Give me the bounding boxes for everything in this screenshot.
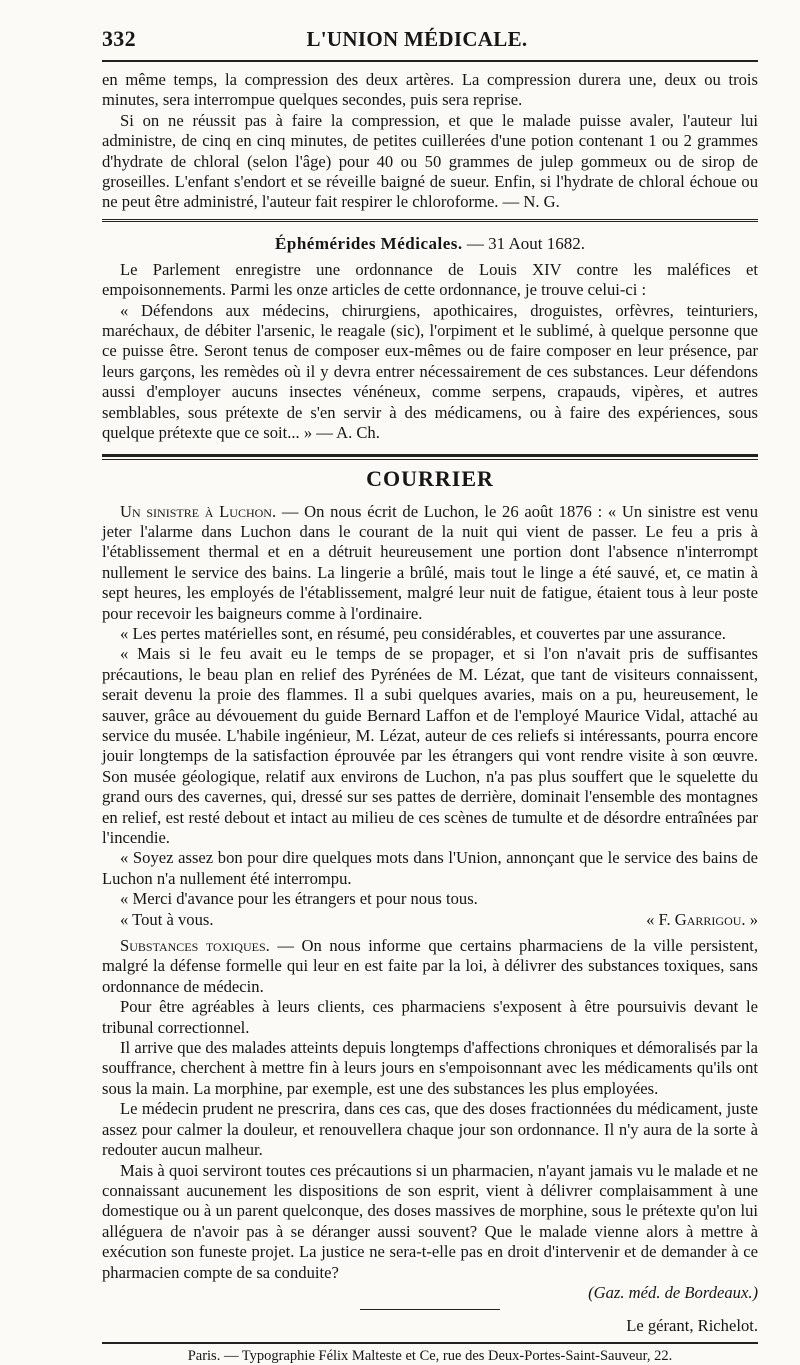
toxiques-lead-in: Substances toxiques. bbox=[120, 936, 270, 956]
luchon-closing-left: « Tout à vous. bbox=[120, 909, 214, 929]
toxiques-paragraph-1 bbox=[102, 936, 758, 997]
ephemerides-date: — 31 Aout 1682. bbox=[466, 233, 585, 253]
manager-signature: Le gérant, Richelot. bbox=[626, 1316, 758, 1336]
closing-rule bbox=[360, 1309, 500, 1310]
toxiques-paragraph-2: Pour être agréables à leurs clients, ces pharmaciens s'exposent à être poursuivis devant le tribunal correctionnel. bbox=[102, 997, 758, 1037]
footer-rule bbox=[102, 1342, 758, 1344]
page-number: 332 bbox=[102, 26, 136, 51]
luchon-lead-in: Un sinistre à Luchon. bbox=[120, 501, 277, 521]
luchon-paragraph-5: « Merci d'avance pour les étrangers et pour nous tous. bbox=[120, 889, 478, 909]
intro-paragraph-1: en même temps, la compression des deux artères. La compression durera une, deux ou trois minutes, sera interrompue quelques secondes, puis sera reprise. bbox=[102, 70, 758, 110]
luchon-paragraph-4: « Soyez assez bon pour dire quelques mots dans l'Union, annonçant que le service des bains de Luchon n'a nullement été interrompu. bbox=[102, 848, 758, 888]
printer-imprint: Paris. — Typographie Félix Malteste et Ce, rue des Deux-Portes-Saint-Sauveur, 22. bbox=[187, 1348, 673, 1365]
luchon-text-1: — On nous écrit de Luchon, le 26 août 1876 : « Un sinistre est venu jeter l'alarme dans Luchon dans le courant de la nuit qui vient de passer. Le feu a pris à l'établissement thermal et en a détruit heureusement une portion dont l'absence n'interrompt nullement le service des bains. La lingerie a brûlé, mais tout le linge a été sauvé, et, ce matin à sept heures, les employés de l'établissement, malgré leur nuit de fatigue, étaient tous à leur poste pour recevoir les baigneurs comme à l'ordinaire. bbox=[102, 501, 758, 623]
toxiques-paragraph-3: Il arrive que des malades atteints depuis longtemps d'affections chroniques et démoralisés par la souffrance, cherchent à mettre fin à leurs jours en s'empoisonnant avec les médicaments qu'ils ont sous la main. La morphine, par exemple, est une des substances les plus employées. bbox=[102, 1038, 758, 1098]
section-divider bbox=[102, 219, 758, 226]
luchon-paragraph-1 bbox=[102, 502, 758, 624]
toxiques-citation: (Gaz. méd. de Bordeaux.) bbox=[588, 1282, 758, 1302]
luchon-closing bbox=[102, 910, 758, 930]
ephemerides-heading bbox=[102, 234, 758, 254]
toxiques-paragraph-5: Mais à quoi serviront toutes ces précautions si un pharmacien, n'ayant jamais vu le malade et ne connaissant aucunement les dispositions de son esprit, vient à délivrer complaisamment à une domestique ou à un parent quelconque, des doses massives de morphine, sous le prétexte qu'on lui alléguera de n'avoir pas à se déranger aussi souvent? Que le malade vienne alors à mettre à exécution son funeste projet. La justice ne sera-t-elle pas en droit d'intervenir et de demander à ce pharmacien compte de sa conduite? bbox=[102, 1160, 758, 1282]
toxiques-paragraph-4: Le médecin prudent ne prescrira, dans ces cas, que des doses fractionnées du médicament, juste assez pour calmer la douleur, et renouvellera chaque jour son ordonnance. Il n'y aura de la sorte à redouter aucun malheur. bbox=[102, 1099, 758, 1160]
luchon-paragraph-3: « Mais si le feu avait eu le temps de se propager, et si l'on n'avait pris de suffisantes précautions, le beau plan en relief des Pyrénées de M. Lézat, que tant de visiteurs connaissent, serait devenu la proie des flammes. Il a subi quelques avaries, mais on a pu, heureusement, le sauver, grâce au dévouement du guide Bernard Laffon et de l'employé Maurice Vidal, attaché au service du musée. L'habile ingénieur, M. Lézat, auteur de ces reliefs si intéressants, pourra encore jouir longtemps de la satisfaction éprouvée par les étrangers qui vont rendre visite à son œuvre. Son musée géologique, relatif aux environs de Luchon, n'a pas plus souffert que le squelette du grand ours des cavernes, qui, dressé sur ses pattes de derrière, dominait l'ensemble des montagnes en relief, est resté debout et intact au milieu de ces scènes de tumulte et de désordre entraînées par l'incendie. bbox=[102, 644, 758, 847]
journal-title: L'UNION MÉDICALE. bbox=[306, 27, 528, 51]
section-divider bbox=[102, 454, 758, 460]
luchon-paragraph-2: « Les pertes matérielles sont, en résumé, peu considérables, et couvertes par une assurance. bbox=[120, 623, 726, 643]
luchon-closing-signature: « F. Garrigou. » bbox=[646, 909, 758, 929]
toxiques-text-1: — On nous informe que certains pharmaciens de la ville persistent, malgré la défense formelle qui leur en est faite par la loi, à délivrer des substances toxiques, sans ordonnance de médecin. bbox=[102, 936, 759, 996]
ephemerides-paragraph-1: Le Parlement enregistre une ordonnance de Louis XIV contre les maléfices et empoisonnements. Parmi les onze articles de cette ordonnance, je trouve celui-ci : bbox=[102, 259, 758, 300]
running-head bbox=[102, 26, 758, 62]
ephemerides-paragraph-2: « Défendons aux médecins, chirurgiens, apothicaires, droguistes, orfèvres, teinturiers, maréchaux, de débiter l'arsenic, le reagale (sic), l'orpiment et le sublimé, à quelque personne que ce puisse être. Seront tenus de composer eux-mêmes ou de faire composer en leur présence, par leurs garçons, les remèdes où il y devra entrer nécessairement de ces substances. Leur défendons aussi d'employer aucuns insectes vénéneux, comme serpens, crapauds, vipères, et autres semblables, sous prétexte de s'en servir à des médicamens, ou à faire des expériences, sous quelque prétexte que ce soit... » — A. Ch. bbox=[102, 300, 758, 443]
intro-paragraph-2: Si on ne réussit pas à faire la compression, et que le malade puisse avaler, l'auteur lui administre, de cinq en cinq minutes, de petites cuillerées d'une potion contenant 1 ou 2 grammes d'hydrate de chloral (selon l'âge) pour 40 ou 50 grammes de julep gommeux ou de sirop de groseilles. L'enfant s'endort et se réveille baigné de sueur. Enfin, si l'hydrate de chloral échoue ou ne peut être administré, l'auteur fait respirer le chloroforme. — N. G. bbox=[102, 110, 758, 212]
ephemerides-title: Éphémérides Médicales. bbox=[275, 233, 463, 253]
courrier-title: COURRIER bbox=[366, 465, 494, 491]
